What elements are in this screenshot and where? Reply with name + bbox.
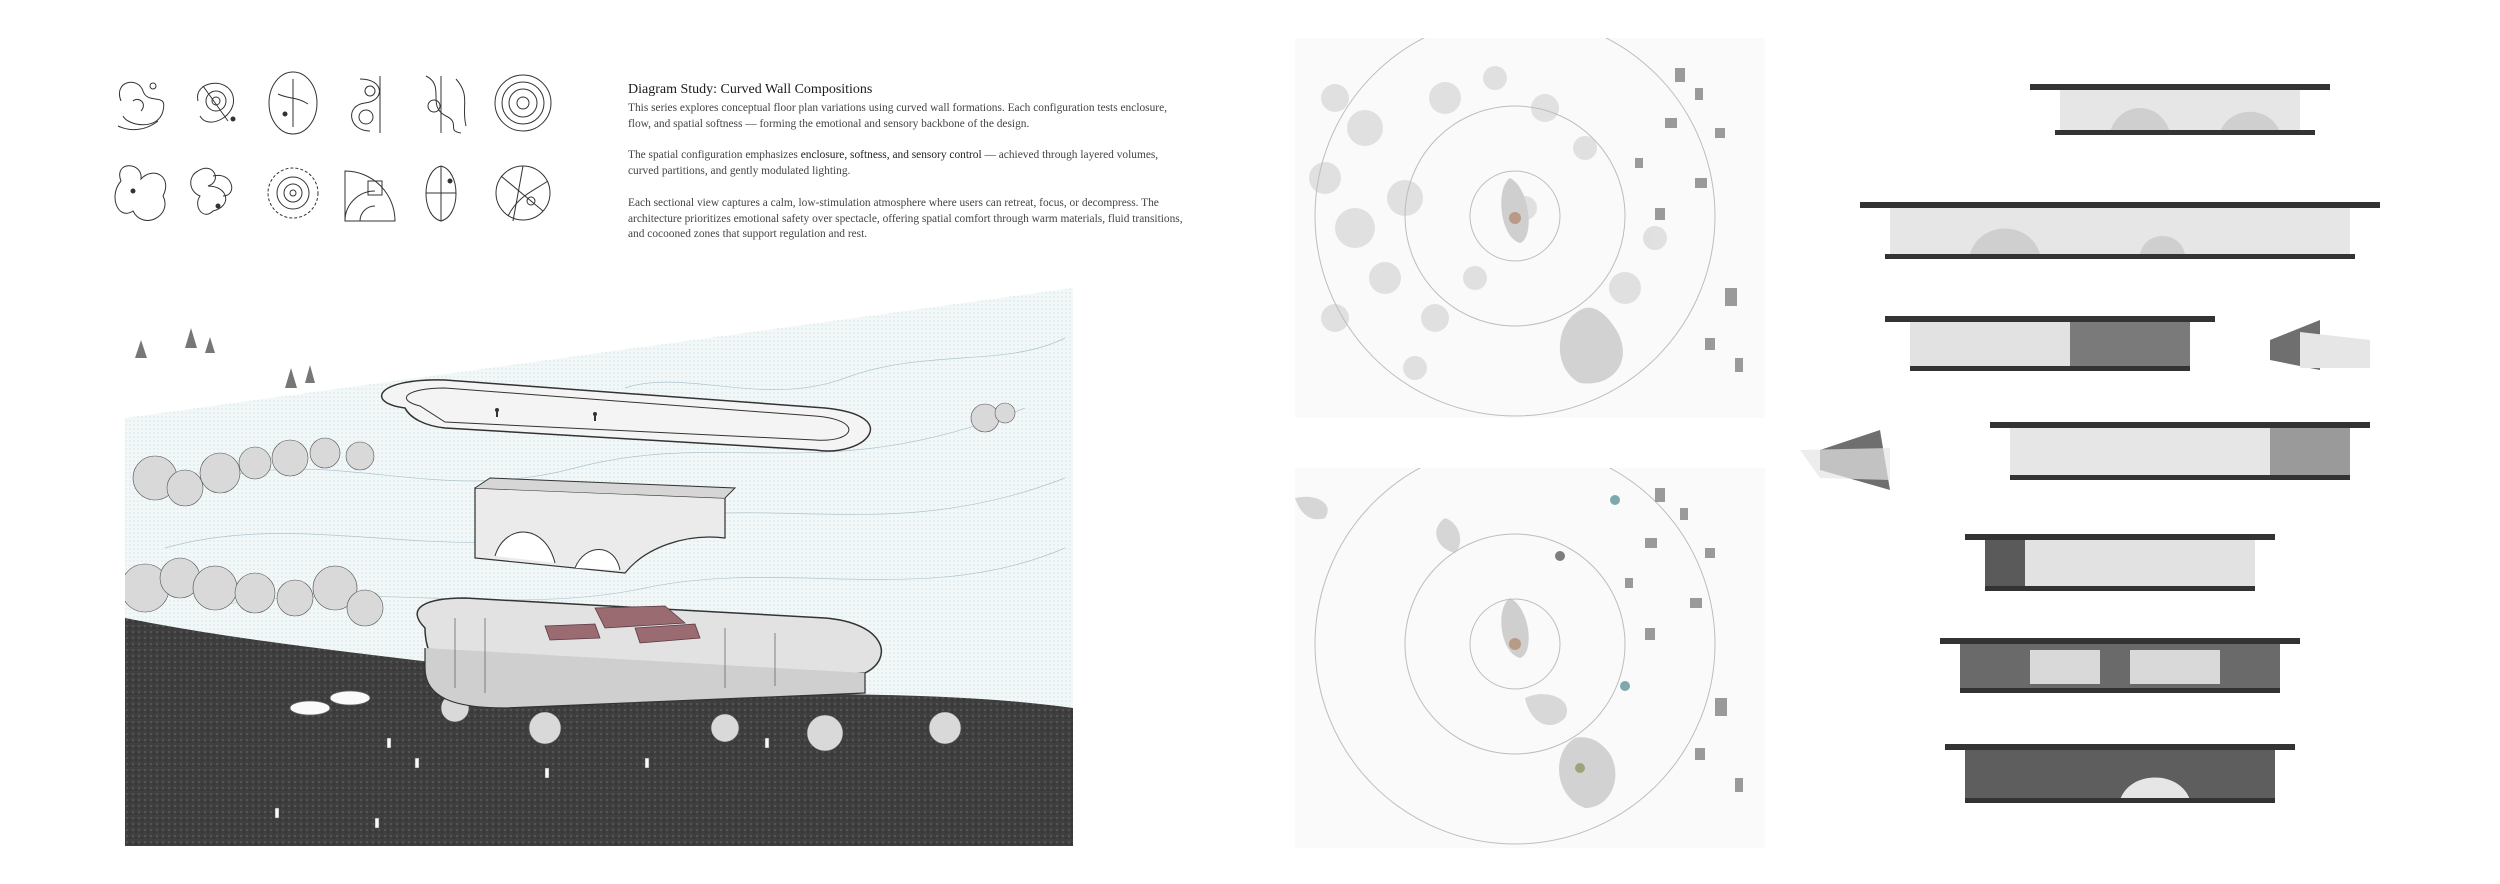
section-6 <box>1940 638 2300 693</box>
section-4 <box>1800 422 2370 490</box>
section-3 <box>1885 316 2370 371</box>
section-stack <box>1800 70 2440 810</box>
curve-study-7-icon <box>115 166 166 221</box>
emphasis-text: enclosure, softness, and sensory control <box>800 149 982 161</box>
curve-study-11-icon <box>426 166 456 221</box>
site-plan-program <box>1295 468 1765 848</box>
curve-study-10-icon <box>345 171 395 221</box>
curve-study-6-icon <box>495 75 551 131</box>
panel-title: Diagram Study: Curved Wall Compositions <box>628 82 873 97</box>
curve-study-4-icon <box>352 76 380 133</box>
curve-study-5-icon <box>426 76 466 133</box>
curve-glyph-grid <box>108 66 578 246</box>
paragraph-section: Each sectional view captures a calm, low-stimulation atmosphere where users can retreat, focus, or decompress. The architecture prioritizes emotional safety over spectacle, offering spatial comfort through warm materials, fluid transitions, and cocooned zones that support regulation and rest. <box>628 197 1183 240</box>
paragraph-spatial: The spatial configuration emphasizes enclosure, softness, and sensory control — achieved through layered volumes, curved partitions, and gently modulated lighting. <box>628 149 1159 177</box>
curve-study-3-icon <box>269 72 317 134</box>
curve-study-9-icon <box>268 168 318 218</box>
section-1 <box>2030 84 2330 135</box>
curve-study-1-icon <box>118 82 164 129</box>
axonometric-drawing <box>125 288 1073 846</box>
curve-study-2-icon <box>198 83 235 122</box>
curve-study-8-icon <box>191 168 232 214</box>
paragraph-intro: This series explores conceptual floor plan variations using curved wall formations. Each configuration tests enclosure, flow, and spatial softness — forming the emotional and sensory backbone of the design. <box>628 102 1167 130</box>
site-plan-context <box>1295 38 1765 418</box>
section-5 <box>1965 534 2275 591</box>
section-7 <box>1945 744 2295 803</box>
section-2 <box>1860 202 2380 259</box>
curve-study-12-icon <box>496 166 550 221</box>
